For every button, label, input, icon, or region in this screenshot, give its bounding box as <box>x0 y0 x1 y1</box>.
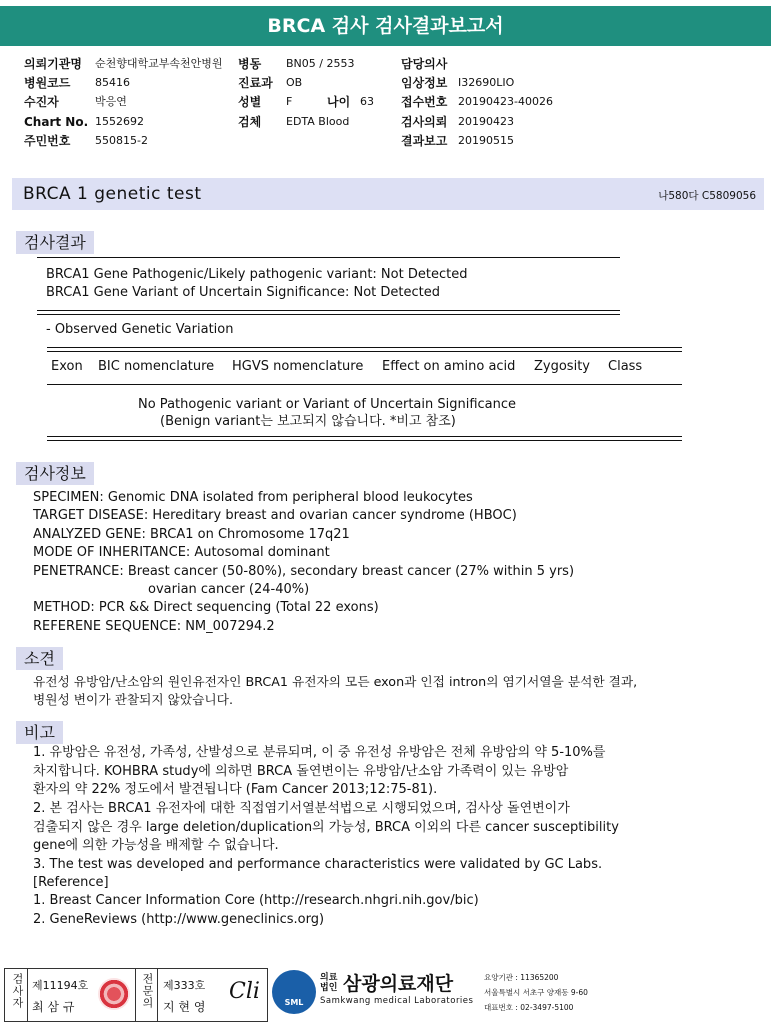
note-line: gene에 의한 가능성을 배제할 수 없습니다. <box>33 838 279 853</box>
divider <box>37 314 620 315</box>
examiner-label: 검사자 <box>11 973 24 1009</box>
section-heading-info: 검사정보 <box>16 462 94 485</box>
field-label: 담당의사 <box>401 57 448 71</box>
opinion-line: 병원성 변이가 관찰되지 않았습니다. <box>33 692 233 707</box>
note-line: 2. GeneReviews (http://www.geneclinics.org) <box>33 912 325 927</box>
resident-number: 550815-2 <box>95 134 148 147</box>
column-header: Exon <box>51 359 83 374</box>
accession-number: 20190423-40026 <box>458 95 553 108</box>
note-line: 1. 유방암은 유전성, 가족성, 산발성으로 분류되며, 이 중 유전성 유방암은 전체 유방암의 약 5-10%를 <box>33 745 606 760</box>
divider <box>47 384 682 385</box>
test-code: 나580다 C5809056 <box>658 190 756 202</box>
section-heading-opinion: 소견 <box>16 647 63 670</box>
column-header: Zygosity <box>534 359 590 374</box>
field-label: 병동 <box>238 57 262 71</box>
field-label: 수진자 <box>24 95 59 109</box>
column-header: Effect on amino acid <box>382 359 516 374</box>
hospital-code: 85416 <box>95 76 130 89</box>
org-english-name: Samkwang medical Laboratories <box>320 996 474 1006</box>
divider <box>27 969 28 1021</box>
info-line: METHOD: PCR && Direct sequencing (Total 22 exons) <box>33 600 379 615</box>
org-info: 요양기관 : 11365200 <box>484 973 559 982</box>
divider <box>37 310 620 311</box>
request-date: 20190423 <box>458 115 514 128</box>
section-heading-result: 검사결과 <box>16 231 94 254</box>
clinical-info: I32690LIO <box>458 76 515 89</box>
header-row: 의뢰기관명 <box>24 57 82 71</box>
field-label: 병원코드 <box>24 76 71 90</box>
field-label: 결과보고 <box>401 134 448 148</box>
sml-logo-icon <box>272 970 316 1014</box>
signature: Cli <box>229 979 260 1004</box>
note-line: 차지합니다. KOHBRA study에 의하면 BRCA 돌연변이는 유방암/난소암 가족력이 있는 유방암 <box>33 764 569 779</box>
section-heading-notes: 비고 <box>16 721 63 744</box>
signature-box <box>4 968 268 1022</box>
department: OB <box>286 76 303 89</box>
org-type: 의료 법인 <box>320 973 338 993</box>
result-line-pathogenic: BRCA1 Gene Pathogenic/Likely pathogenic variant: Not Detected <box>46 267 468 282</box>
field-label: 임상정보 <box>401 76 448 90</box>
note-line: 1. Breast Cancer Information Core (http://research.nhgri.nih.gov/bic) <box>33 893 479 908</box>
no-variant-note: (Benign variant는 보고되지 않습니다. *비고 참조) <box>160 414 456 429</box>
info-line: PENETRANCE: Breast cancer (50-80%), secondary breast cancer (27% within 5 yrs) <box>33 564 575 579</box>
specimen-type: EDTA Blood <box>286 115 350 128</box>
specialist-label: 전문의 <box>141 973 154 1009</box>
field-label: 검체 <box>238 115 262 129</box>
examiner-license: 제11194호 <box>32 979 89 992</box>
report-title: BRCA 검사 검사결과보고서 <box>0 6 771 46</box>
note-line: 환자의 약 22% 정도에서 발견됩니다 (Fam Cancer 2013;12:75-81). <box>33 782 438 797</box>
info-line: REFERENE SEQUENCE: NM_007294.2 <box>33 619 275 634</box>
divider <box>47 347 682 348</box>
divider <box>37 257 620 258</box>
divider <box>47 436 682 437</box>
info-line: ANALYZED GENE: BRCA1 on Chromosome 17q21 <box>33 527 350 542</box>
note-line: 검출되지 않은 경우 large deletion/duplication의 가능성, BRCA 이외의 다른 cancer susceptibility <box>33 820 619 835</box>
org-name: 삼광의료재단 <box>343 973 454 995</box>
field-label: 접수번호 <box>401 95 448 109</box>
column-header: Class <box>608 359 643 374</box>
info-line: TARGET DISEASE: Hereditary breast and ovarian cancer syndrome (HBOC) <box>33 508 517 523</box>
info-line: ovarian cancer (24-40%) <box>148 582 310 597</box>
chart-number: 1552692 <box>95 115 144 128</box>
specialist-license: 제333호 <box>163 979 206 992</box>
specialist-name: 지 현 영 <box>163 1000 206 1014</box>
field-label: 검사의뢰 <box>401 115 448 129</box>
org-info: 서울특별시 서초구 양재동 9-60 <box>484 988 588 997</box>
report-date: 20190515 <box>458 134 514 147</box>
sex: F <box>286 95 293 108</box>
divider <box>135 969 136 1021</box>
field-label: 진료과 <box>238 76 273 90</box>
field-label: 주민번호 <box>24 134 71 148</box>
column-header: HGVS nomenclature <box>232 359 364 374</box>
age: 63 <box>360 95 374 108</box>
ward: BN05 / 2553 <box>286 57 355 70</box>
logo-text: SML <box>284 998 304 1007</box>
test-name-bar <box>12 178 764 210</box>
divider <box>157 969 158 1021</box>
hospital-name: 순천향대학교부속천안병원 <box>95 57 223 70</box>
opinion-line: 유전성 유방암/난소암의 원인유전자인 BRCA1 유전자의 모든 exon과 인접 intron의 염기서열을 분석한 결과, <box>33 674 638 689</box>
info-line: SPECIMEN: Genomic DNA isolated from peripheral blood leukocytes <box>33 490 473 505</box>
info-line: MODE OF INHERITANCE: Autosomal dominant <box>33 545 330 560</box>
column-header: BIC nomenclature <box>98 359 215 374</box>
test-name: BRCA 1 genetic test <box>23 184 202 204</box>
no-variant-text: No Pathogenic variant or Variant of Uncertain Significance <box>138 397 517 412</box>
note-line: [Reference] <box>33 875 109 890</box>
divider <box>47 351 682 352</box>
field-label: 성별 <box>238 95 262 109</box>
field-label: Chart No. <box>24 115 89 129</box>
result-line-vus: BRCA1 Gene Variant of Uncertain Significance: Not Detected <box>46 285 440 300</box>
field-label: 나이 <box>327 95 351 109</box>
observed-variation-label: - Observed Genetic Variation <box>46 322 234 337</box>
org-info: 대표번호 : 02-3497-5100 <box>484 1003 574 1012</box>
official-seal <box>98 978 130 1010</box>
note-line: 2. 본 검사는 BRCA1 유전자에 대한 직접염기서열분석법으로 시행되었으며, 검사상 돌연변이가 <box>33 801 570 816</box>
patient-name: 박응연 <box>95 95 127 108</box>
note-line: 3. The test was developed and performance characteristics were validated by GC Labs. <box>33 857 603 872</box>
examiner-name: 최 삼 규 <box>32 1000 75 1014</box>
divider <box>47 440 682 441</box>
